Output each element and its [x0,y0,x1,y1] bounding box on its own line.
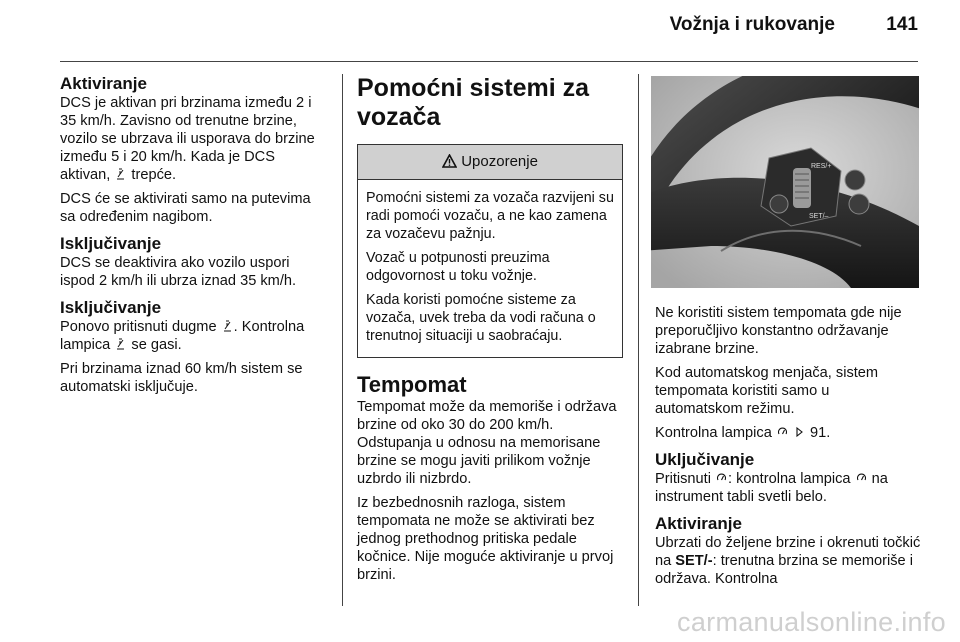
page-reference[interactable]: 91. [810,425,831,441]
chapter-title: Pomoćni sistemi za vozača [357,74,590,131]
page-number: 141 [886,14,918,35]
text-span: . Kontrolna lampica [60,319,305,353]
paragraph [655,424,921,442]
cruise-control-icon [717,471,726,485]
photo-label-set: SET/– [809,213,829,220]
paragraph: Ne koristiti sistem tempomata gde nije preporučljivo konstantno održavanje izabrane brzine. [655,305,902,357]
running-header-title: Vožnja i rukovanje [669,14,835,35]
steering-wheel-illustration [651,76,919,288]
warning-paragraph: Kada koristi pomoćne sisteme za vozača, uvek treba da vodi računa o trenutnoj situaciji u saobraćaju. [366,292,596,344]
warning-box [357,144,623,358]
section-title-iskljucivanje: Isključivanje [60,234,162,253]
section-title-aktiviranje-2: Aktiviranje [655,514,742,533]
text-span: Kontrolna lampica [655,425,772,441]
warning-paragraph: Pomoćni sistemi za vozača razvijeni su radi pomoći vozaču, a ne kao zamena za vozačevu pažnju. [366,190,614,242]
text-span: Ponovo pritisnuti dugme [60,319,217,335]
paragraph: Pri brzinama iznad 60 km/h sistem se automatski isključuje. [60,361,303,395]
paragraph: Iz bezbednosnih razloga, sistem tempomata ne može se aktivirati bez jednog prethodnog pritiska pedale kočnice. Nije moguće aktiviranje u prvoj brzini. [357,495,614,583]
page-reference-arrow-icon [795,425,804,439]
paragraph: DCS će se aktivirati samo na putevima sa određenim nagibom. [60,191,311,225]
column-1 [60,74,328,402]
section-title-aktiviranje: Aktiviranje [60,74,147,93]
text-span: DCS je aktivan pri brzinama između 2 i 35 km/h. Zavisno od trenutne brzine, vozilo se ubrzava ili usporava do brzine između 5 i 20 km/h. Kada je DCS aktivan, [60,95,315,183]
set-label: SET/- [675,553,713,569]
text-span: Ubrzati do željene brzine i okrenuti točkić na [655,535,921,569]
text-span: se gasi. [131,337,182,353]
cruise-control-icon [857,471,866,485]
column-3 [655,304,921,594]
section-title-iskljucivanje-2: Isključivanje [60,298,162,317]
hill-descent-icon [116,167,125,181]
photo-label-res: RES/+ [811,163,832,170]
warning-paragraph: Vozač u potpunosti preuzima odgovornost u toku vožnje. [366,250,550,284]
paragraph: Kod automatskog menjača, sistem tempomata koristiti samo u automatskom režimu. [655,365,879,417]
paragraph [655,470,921,506]
warning-label: Upozorenje [461,153,538,170]
header-divider [60,61,918,62]
warning-triangle-icon [442,154,457,168]
hill-descent-icon [116,337,125,351]
warning-header [358,145,622,180]
column-divider [638,74,639,606]
paragraph [655,534,921,588]
text-span: na instrument tabli svetli belo. [655,471,888,505]
text-span: : kontrolna lampica [728,471,851,487]
text-span: : trenutna brzina se memoriše i održava. Kontrolna [655,553,913,587]
column-divider [342,74,343,606]
watermark: carmanualsonline.info [677,607,946,637]
paragraph [60,94,328,184]
cruise-control-icon [778,425,787,439]
text-span: Pritisnuti [655,471,711,487]
paragraph: Tempomat može da memoriše i održava brzine od oko 30 do 200 km/h. Odstupanja u odnosu na memorisane brzine se mogu javiti prilikom vožnje uzbrdo ili nizbrdo. [357,399,617,487]
text-span: trepće. [131,167,177,183]
hill-descent-icon [223,319,232,333]
paragraph: DCS se deaktivira ako vozilo uspori ispod 2 km/h ili ubrza iznad 35 km/h. [60,255,297,289]
section-title-tempomat: Tempomat [357,372,467,397]
paragraph [60,318,328,354]
column-2 [357,74,623,590]
section-title-ukljucivanje: Uključivanje [655,450,755,469]
warning-body [358,180,622,357]
steering-wheel-photo [651,76,919,288]
